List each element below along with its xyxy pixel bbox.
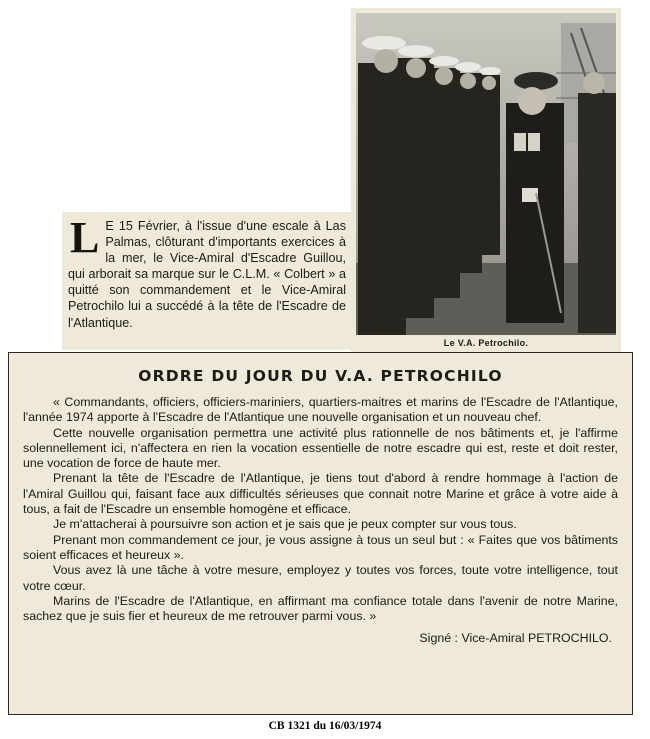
order-paragraph: Cette nouvelle organisation permettra une activité plus rationnelle de nos bâtiments et, je l'affirme solennellement ici, n'affectera en rien la vocation essentielle de notre escadre qui est, reste et doit rester, une vocation de force de haute mer. [23,425,618,471]
order-paragraph: Prenant mon commandement ce jour, je vous assigne à tous un seul but : « Faites que vos bâtiments soient efficaces et heureux ». [23,532,618,562]
order-title: ORDRE DU JOUR DU V.A. PETROCHILO [138,367,503,385]
order-paragraph: Vous avez là une tâche à votre mesure, employez y toutes vos forces, toute votre intelligence, tout votre cœur. [23,563,618,593]
order-paragraph: « Commandants, officiers, officiers-mariniers, quartiers-maitres et marins de l'Escadre de l'Atlantique, l'année 1974 apporte à l'Escadre de l'Atlantique une nouvelle organisation et un nouveau chef. [23,395,618,425]
photo-caption: Le V.A. Petrochilo. [443,338,529,348]
photo-panel [351,8,621,352]
order-of-the-day-box [8,352,633,715]
order-paragraph: Marins de l'Escadre de l'Atlantique, en affirmant ma confiance totale dans l'avenir de notre Marine, sachez que je suis fier et heureux de me retrouver parmi vous. » [23,593,618,624]
intro-text: E 15 Février, à l'issue d'une escale à Las Palmas, clôturant d'importants exercices à la mer, le Vice-Amiral d'Escadre Guillou, qui arborait sa marque sur le C.L.M. « Colbert » a quitté son commandement et le Vice-Amiral Petrochilo lui a succédé à la tête de l'Escadre de l'Atlantique. [68,219,346,330]
admiral-photo [356,13,616,335]
order-paragraph: Je m'attacherai à poursuivre son action et je sais que je peux compter sur vous tous. [53,517,517,532]
drop-cap: L [70,213,100,262]
photo-illustration [356,13,616,335]
source-reference: CB 1321 du 16/03/1974 [268,720,382,732]
order-paragraph: Prenant la tête de l'Escadre de l'Atlantique, je tiens tout d'abord à rendre hommage à l'action de l'Amiral Guillou qui, faisant face aux difficultés sérieuses que connait notre Marine et grâce à votre aide à tous, a fait de l'Escadre un ensemble homogène et efficace. [23,471,618,517]
order-signature: Signé : Vice-Amiral PETROCHILO. [419,631,612,646]
intro-article [62,212,352,350]
